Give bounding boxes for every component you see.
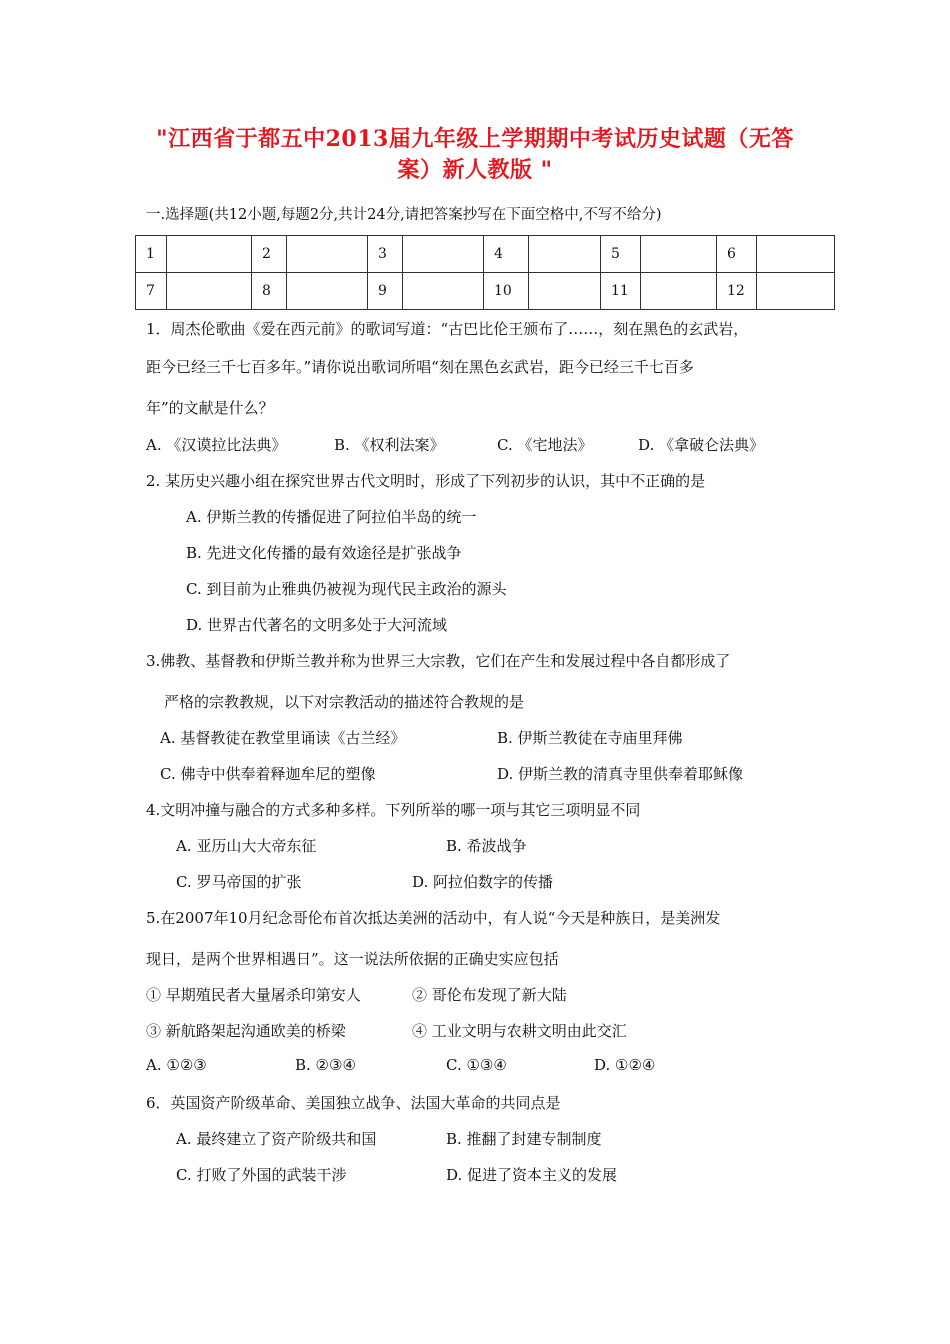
answer-cell[interactable]	[529, 273, 601, 310]
answer-cell[interactable]	[757, 236, 835, 273]
q3-stem-line-1: 3.佛教、基督教和伊斯兰教并称为世界三大宗教，它们在产生和发展过程中各自都形成了	[146, 652, 731, 670]
answer-cell[interactable]	[529, 236, 601, 273]
q4-option-b: B. 希波战争	[446, 837, 527, 855]
answer-cell[interactable]	[403, 273, 484, 310]
answer-cell[interactable]	[403, 236, 484, 273]
q1-option-c: C. 《宅地法》	[497, 436, 593, 454]
document-title-line-1: "江西省于都五中2013届九年级上学期期中考试历史试题（无答	[156, 126, 794, 152]
q6-option-c: C. 打败了外国的武装干涉	[176, 1166, 347, 1184]
answer-cell[interactable]	[167, 273, 252, 310]
q1-stem-line-2: 距今已经三千七百多年。”请你说出歌词所唱“刻在黑色玄武岩，距今已经三千七百多	[146, 358, 694, 376]
document-title-line-2: 案）新人教版 "	[397, 157, 553, 183]
answer-number: 10	[484, 273, 529, 310]
q2-option-b: B. 先进文化传播的最有效途径是扩张战争	[186, 544, 462, 562]
q2-option-d: D. 世界古代著名的文明多处于大河流域	[186, 616, 448, 634]
q5-stem-line-2: 现日，是两个世界相遇日”。这一说法所依据的正确史实应包括	[146, 950, 559, 968]
answer-number: 8	[252, 273, 287, 310]
answer-number: 9	[368, 273, 403, 310]
q1-option-d: D. 《拿破仑法典》	[638, 436, 765, 454]
q3-option-c: C. 佛寺中供奉着释迦牟尼的塑像	[160, 765, 376, 783]
q3-option-b: B. 伊斯兰教徒在寺庙里拜佛	[497, 729, 683, 747]
answer-number: 4	[484, 236, 529, 273]
q5-option-d: D. ①②④	[594, 1056, 656, 1074]
section-instructions: 一.选择题(共12小题,每题2分,共计24分,请把答案抄写在下面空格中,不写不给分)	[146, 207, 662, 223]
answer-number: 5	[601, 236, 641, 273]
answer-number: 2	[252, 236, 287, 273]
q2-option-a: A. 伊斯兰教的传播促进了阿拉伯半岛的统一	[186, 508, 477, 526]
answer-number: 6	[717, 236, 757, 273]
answer-table	[135, 235, 835, 310]
q5-option-c: C. ①③④	[446, 1056, 507, 1074]
q6-option-d: D. 促进了资本主义的发展	[446, 1166, 618, 1184]
answer-number: 11	[601, 273, 641, 310]
q3-stem-line-2: 严格的宗教教规，以下对宗教活动的描述符合教规的是	[164, 693, 525, 711]
q3-option-a: A. 基督教徒在教堂里诵读《古兰经》	[160, 729, 406, 747]
q3-option-d: D. 伊斯兰教的清真寺里供奉着耶稣像	[497, 765, 744, 783]
q4-option-c: C. 罗马帝国的扩张	[176, 873, 302, 891]
answer-row	[136, 273, 835, 310]
answer-cell[interactable]	[287, 236, 368, 273]
q5-statement-3: ③ 新航路架起沟通欧美的桥梁	[146, 1022, 346, 1040]
answer-cell[interactable]	[167, 236, 252, 273]
answer-number: 12	[717, 273, 757, 310]
q5-statement-1: ① 早期殖民者大量屠杀印第安人	[146, 986, 361, 1004]
q6-option-b: B. 推翻了封建专制制度	[446, 1130, 602, 1148]
answer-row	[136, 236, 835, 273]
q6-option-a: A. 最终建立了资产阶级共和国	[176, 1130, 377, 1148]
q4-option-a: A. 亚历山大大帝东征	[176, 837, 317, 855]
answer-cell[interactable]	[641, 273, 717, 310]
q5-stem-line-1: 5.在2007年10月纪念哥伦布首次抵达美洲的活动中，有人说“今天是种族日，是美洲发	[146, 909, 721, 927]
q5-statement-4: ④ 工业文明与农耕文明由此交汇	[412, 1022, 627, 1040]
q4-option-d: D. 阿拉伯数字的传播	[412, 873, 554, 891]
q2-stem: 2. 某历史兴趣小组在探究世界古代文明时，形成了下列初步的认识，其中不正确的是	[146, 472, 706, 490]
q2-option-c: C. 到目前为止雅典仍被视为现代民主政治的源头	[186, 580, 507, 598]
q4-stem: 4.文明冲撞与融合的方式多种多样。下列所举的哪一项与其它三项明显不同	[146, 801, 641, 819]
q1-option-a: A. 《汉谟拉比法典》	[146, 436, 287, 454]
q5-option-a: A. ①②③	[146, 1056, 207, 1074]
answer-number: 1	[136, 236, 167, 273]
q5-statement-2: ② 哥伦布发现了新大陆	[412, 986, 567, 1004]
q1-stem-line-3: 年”的文献是什么？	[146, 399, 274, 417]
q1-option-b: B. 《权利法案》	[334, 436, 445, 454]
answer-number: 3	[368, 236, 403, 273]
answer-number: 7	[136, 273, 167, 310]
answer-cell[interactable]	[641, 236, 717, 273]
q5-option-b: B. ②③④	[295, 1056, 356, 1074]
answer-cell[interactable]	[287, 273, 368, 310]
answer-cell[interactable]	[757, 273, 835, 310]
q6-stem: 6．英国资产阶级革命、美国独立战争、法国大革命的共同点是	[146, 1094, 561, 1112]
q1-stem-line-1: 1．周杰伦歌曲《爱在西元前》的歌词写道：“古巴比伦王颁布了……，刻在黑色的玄武岩，	[146, 320, 749, 338]
